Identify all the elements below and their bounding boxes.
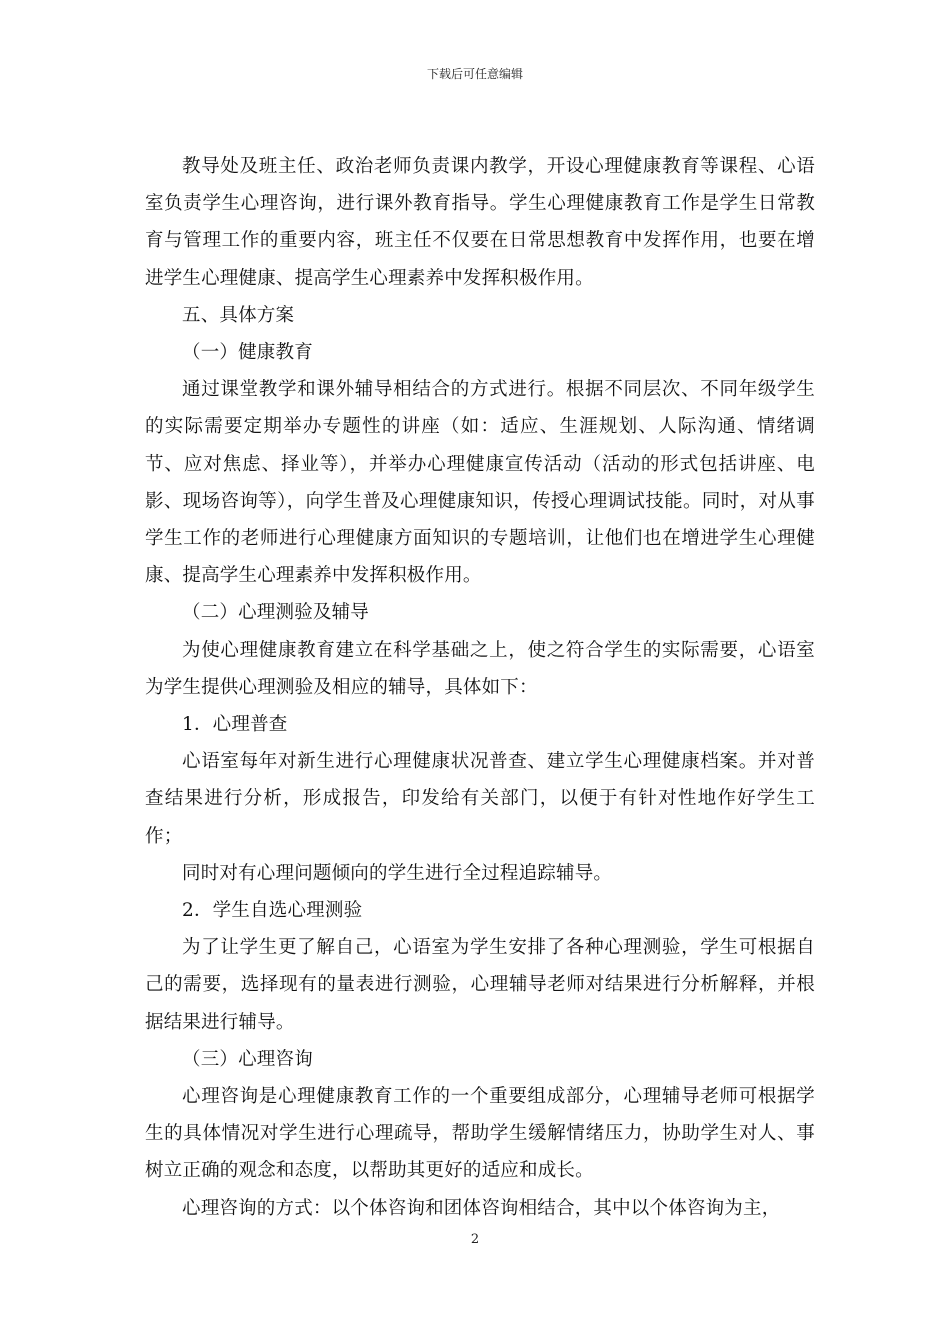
subsection-heading: （一）健康教育 [182, 342, 313, 364]
document-body [145, 148, 815, 1227]
paragraph: 心语室每年对新生进行心理健康状况普查、建立学生心理健康档案。并对普查结果进行分析，形成报告，印发给有关部门，以便于有针对性地作好学生工作； [145, 751, 815, 847]
subsection-heading: （二）心理测验及辅导 [182, 602, 370, 624]
paragraph: 为使心理健康教育建立在科学基础之上，使之符合学生的实际需要，心语室为学生提供心理测验及相应的辅导，具体如下： [145, 639, 815, 698]
subsection-heading: （三）心理咨询 [182, 1048, 313, 1070]
page-number: 2 [470, 1232, 480, 1247]
paragraph: 心理咨询的方式：以个体咨询和团体咨询相结合，其中以个体咨询为主， [182, 1197, 781, 1219]
paragraph: 为了让学生更了解自己，心语室为学生安排了各种心理测验，学生可根据自己的需要，选择现有的量表进行测验，心理辅导老师对结果进行分析解释，并根据结果进行辅导。 [145, 937, 815, 1033]
section-heading: 五、具体方案 [182, 304, 295, 326]
item-heading: 2．学生自选心理测验 [182, 900, 363, 922]
paragraph: 心理咨询是心理健康教育工作的一个重要组成部分，心理辅导老师可根据学生的具体情况对学生进行心理疏导，帮助学生缓解情绪压力，协助学生对人、事树立正确的观念和态度，以帮助其更好的适应和成长。 [145, 1086, 815, 1182]
paragraph: 教导处及班主任、政治老师负责课内教学，开设心理健康教育等课程、心语室负责学生心理咨询，进行课外教育指导。学生心理健康教育工作是学生日常教育与管理工作的重要内容，班主任不仅要在日常思想教育中发挥作用，也要在增进学生心理健康、提高学生心理素养中发挥积极作用。 [145, 156, 815, 289]
page-header-note: 下载后可任意编辑 [426, 67, 523, 81]
item-heading: 1．心理普查 [182, 714, 288, 736]
paragraph: 通过课堂教学和课外辅导相结合的方式进行。根据不同层次、不同年级学生的实际需要定期举办专题性的讲座（如：适应、生涯规划、人际沟通、情绪调节、应对焦虑、择业等），并举办心理健康宣传活动（活动的形式包括讲座、电影、现场咨询等），向学生普及心理健康知识，传授心理调试技能。同时，对从事学生工作的老师进行心理健康方面知识的专题培训，让他们也在增进学生心理健康、提高学生心理素养中发挥积极作用。 [145, 379, 815, 587]
paragraph: 同时对有心理问题倾向的学生进行全过程追踪辅导。 [182, 862, 613, 884]
